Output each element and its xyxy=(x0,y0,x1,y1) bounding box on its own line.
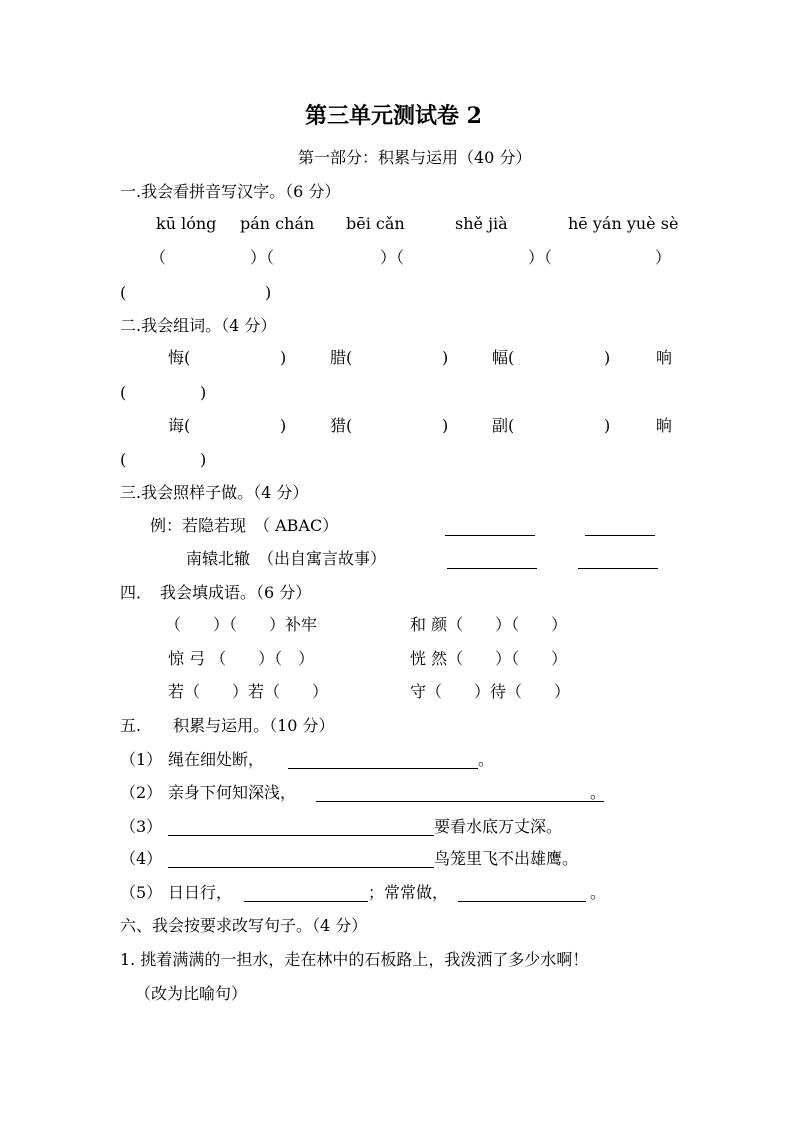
q3-heading: 三.我会照样子做。（4 分） xyxy=(120,483,309,502)
q3-item: 南辕北辙 （出自寓言故事） xyxy=(186,549,387,568)
part-heading: 第一部分：积累与运用（40 分） xyxy=(298,148,532,167)
word-prompt[interactable]: ) xyxy=(200,383,207,402)
item-text: 鸟笼里飞不出雄鹰。 xyxy=(434,849,579,868)
item-text: 日日行， xyxy=(168,883,233,902)
item-text: 亲身下何知深浅， xyxy=(168,783,297,802)
answer-line[interactable] xyxy=(168,835,434,836)
word-prompt[interactable]: ) xyxy=(604,348,611,367)
word-prompt[interactable]: 响 xyxy=(656,348,673,367)
word-prompt[interactable]: 悔( xyxy=(168,348,191,367)
word-prompt[interactable]: ( xyxy=(120,383,127,402)
idiom-blank[interactable]: 和 颜（ ）（ ） xyxy=(410,615,568,634)
pinyin-2: pán chán xyxy=(240,214,315,233)
q4-heading: 四． 我会填成语。（6 分） xyxy=(120,583,312,602)
answer-paren[interactable]: ）（ xyxy=(380,248,405,267)
item-text: 绳在细处断， xyxy=(168,750,265,769)
word-prompt[interactable]: ) xyxy=(200,450,207,469)
answer-line[interactable] xyxy=(578,568,658,569)
q6-item-1-requirement: （改为比喻句） xyxy=(135,984,248,1003)
item-number: （3） xyxy=(120,817,163,836)
answer-paren[interactable]: ）（ xyxy=(528,248,553,267)
item-text: 。 xyxy=(590,783,607,802)
idiom-blank[interactable]: 若（ ）若（ ） xyxy=(168,682,329,701)
answer-line[interactable] xyxy=(445,535,535,536)
word-prompt[interactable]: 晌 xyxy=(656,416,673,435)
q1-heading: 一.我会看拼音写汉字。（6 分） xyxy=(120,182,341,201)
q5-heading: 五. 积累与运用。（10 分） xyxy=(120,716,335,735)
answer-paren[interactable]: （ xyxy=(150,248,167,267)
answer-paren[interactable]: ) xyxy=(265,283,272,302)
word-prompt[interactable]: ) xyxy=(604,416,611,435)
word-prompt[interactable]: 诲( xyxy=(168,416,191,435)
pinyin-1: kū lóng xyxy=(156,214,217,233)
answer-line[interactable] xyxy=(168,867,434,868)
q2-heading: 二.我会组词。（4 分） xyxy=(120,316,277,335)
word-prompt[interactable]: ( xyxy=(120,450,127,469)
q6-heading: 六、我会按要求改写句子。（4 分） xyxy=(120,916,368,935)
word-prompt[interactable]: 副( xyxy=(492,416,515,435)
word-prompt[interactable]: ) xyxy=(280,416,287,435)
item-text: 。 xyxy=(478,750,495,769)
word-prompt[interactable]: ) xyxy=(442,348,449,367)
answer-line[interactable] xyxy=(288,768,478,769)
idiom-blank[interactable]: 恍 然（ ）（ ） xyxy=(410,649,568,668)
idiom-blank[interactable]: 惊 弓 （ ）（ ） xyxy=(168,649,315,668)
word-prompt[interactable]: ) xyxy=(280,348,287,367)
item-number: （4） xyxy=(120,849,163,868)
item-number: （2） xyxy=(120,783,163,802)
idiom-blank[interactable]: （ ）（ ）补牢 xyxy=(165,615,318,634)
answer-line[interactable] xyxy=(585,535,655,536)
item-text: 要看水底万丈深。 xyxy=(434,817,563,836)
word-prompt[interactable]: 猎( xyxy=(330,416,353,435)
idiom-blank[interactable]: 守（ ）待（ ） xyxy=(410,682,571,701)
answer-line[interactable] xyxy=(244,901,368,902)
word-prompt[interactable]: 幅( xyxy=(492,348,515,367)
item-number: （1） xyxy=(120,750,163,769)
answer-line[interactable] xyxy=(316,801,604,802)
item-number: （5） xyxy=(120,883,163,902)
answer-paren[interactable]: ）（ xyxy=(250,248,275,267)
answer-paren[interactable]: ） xyxy=(655,248,672,267)
answer-line[interactable] xyxy=(447,568,537,569)
answer-paren[interactable]: ( xyxy=(120,283,127,302)
item-text: ；常常做， xyxy=(368,883,449,902)
pinyin-4: shě jià xyxy=(455,214,508,233)
answer-line[interactable] xyxy=(458,901,586,902)
q3-example: 例：若隐若现 （ ABAC） xyxy=(150,516,339,535)
item-text: 。 xyxy=(590,883,607,902)
word-prompt[interactable]: ) xyxy=(442,416,449,435)
word-prompt[interactable]: 腊( xyxy=(330,348,353,367)
pinyin-5: hē yán yuè sè xyxy=(568,214,679,233)
page-title: 第三单元测试卷 2 xyxy=(305,103,482,129)
q6-item-1: 1. 挑着满满的一担水，走在林中的石板路上，我泼洒了多少水啊！ xyxy=(120,950,589,969)
pinyin-3: bēi cǎn xyxy=(346,214,405,233)
